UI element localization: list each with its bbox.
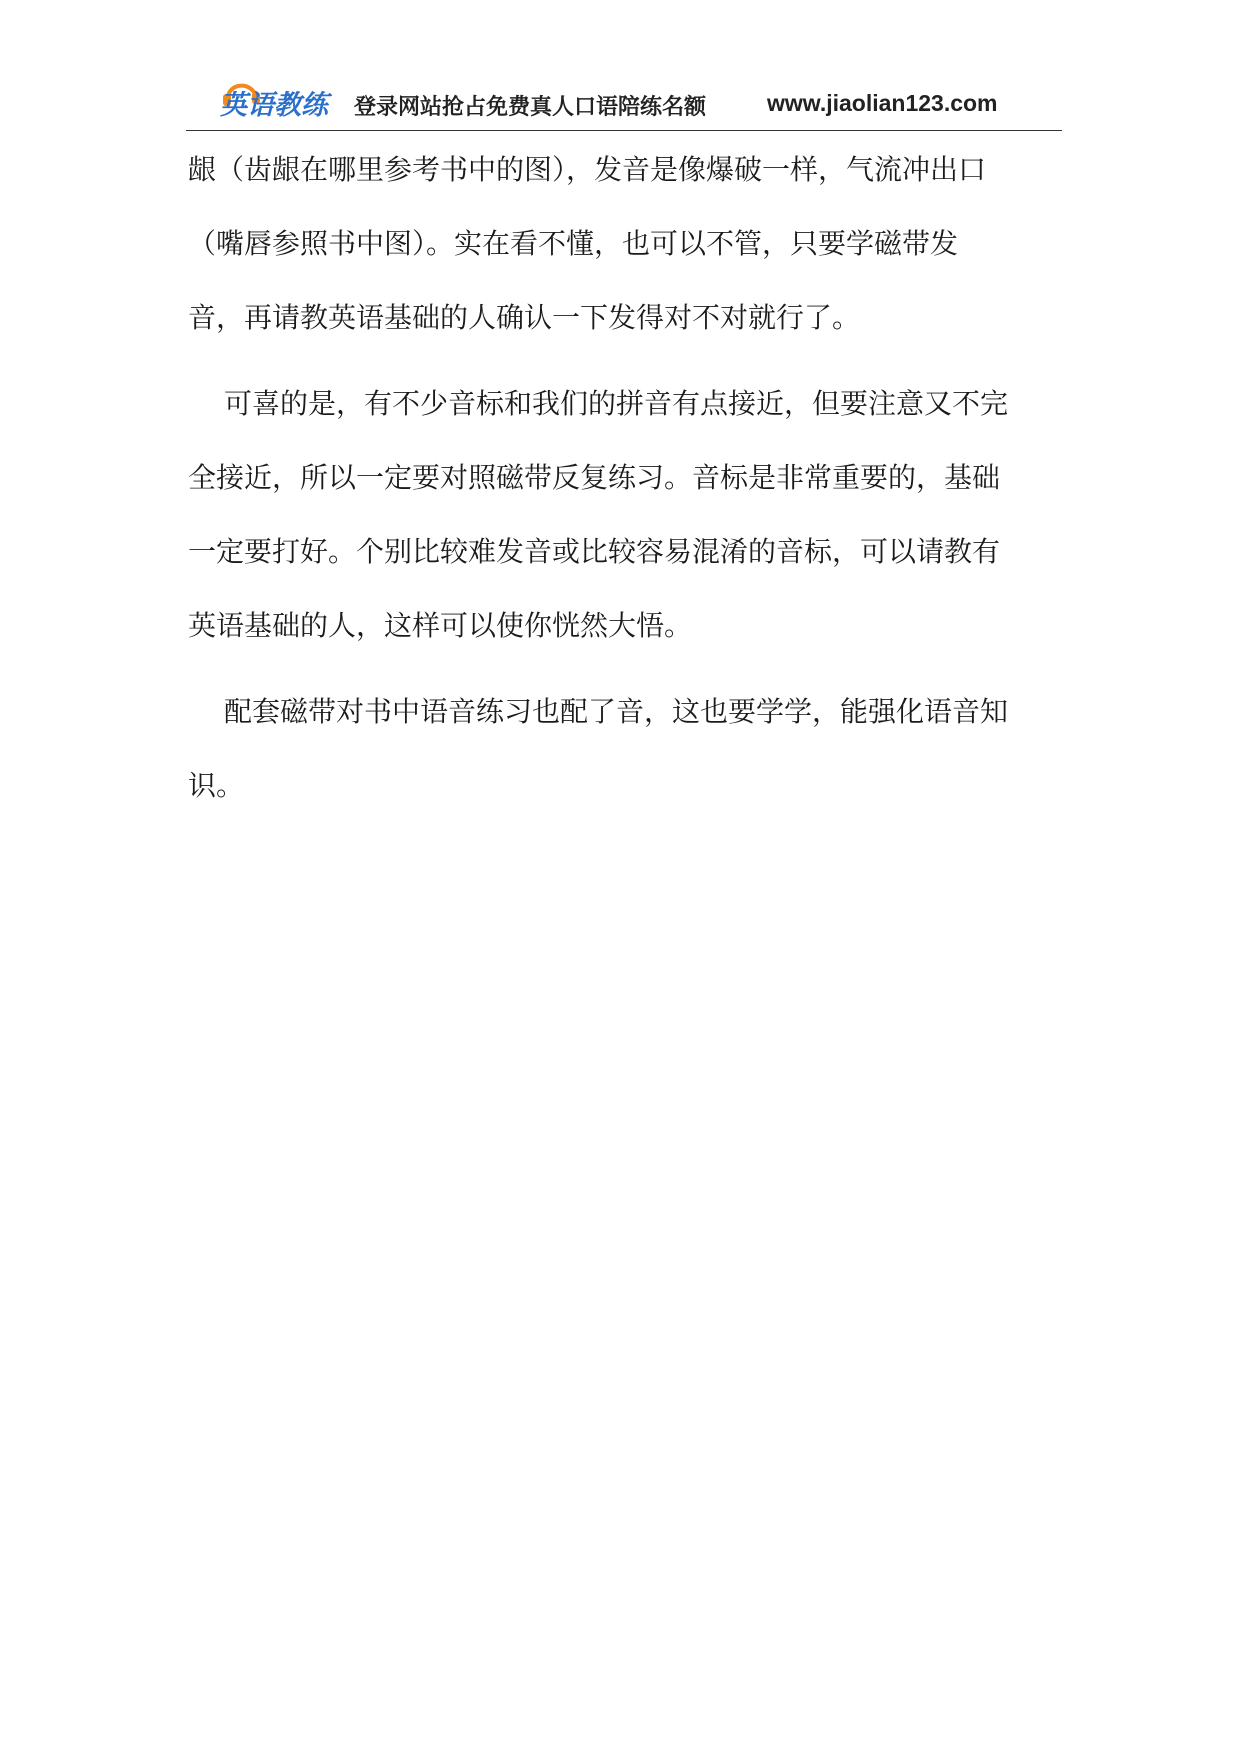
text-line: （嘴唇参照书中图）。实在看不懂，也可以不管，只要学磁带发 xyxy=(188,227,959,260)
headset-logo-icon xyxy=(214,78,336,120)
text-line: 龈（齿龈在哪里参考书中的图），发音是像爆破一样，气流冲出口 xyxy=(188,153,987,186)
text-line: 一定要打好。个别比较难发音或比较容易混淆的音标，可以请教有 xyxy=(188,535,1001,568)
paragraph-3 xyxy=(188,692,1068,806)
body-text xyxy=(188,150,1068,806)
text-line: 全接近，所以一定要对照磁带反复练习。音标是非常重要的，基础 xyxy=(188,461,1001,494)
text-line: 配套磁带对书中语音练习也配了音，这也要学学，能强化语音知 xyxy=(224,695,1009,728)
page-header xyxy=(186,76,1062,131)
header-slogan: 登录网站抢占免费真人口语陪练名额 xyxy=(354,95,707,120)
paragraph-2 xyxy=(188,384,1068,646)
text-line: 音，再请教英语基础的人确认一下发得对不对就行了。 xyxy=(188,301,861,334)
logo xyxy=(214,78,336,120)
svg-text:英语教练: 英语教练 xyxy=(220,90,328,120)
header-url[interactable]: www.jiaolian123.com xyxy=(767,90,998,116)
text-line: 可喜的是，有不少音标和我们的拼音有点接近，但要注意又不完 xyxy=(224,387,1009,420)
text-line: 识。 xyxy=(188,769,245,802)
text-line: 英语基础的人，这样可以使你恍然大悟。 xyxy=(188,609,693,642)
paragraph-1 xyxy=(188,150,1068,338)
